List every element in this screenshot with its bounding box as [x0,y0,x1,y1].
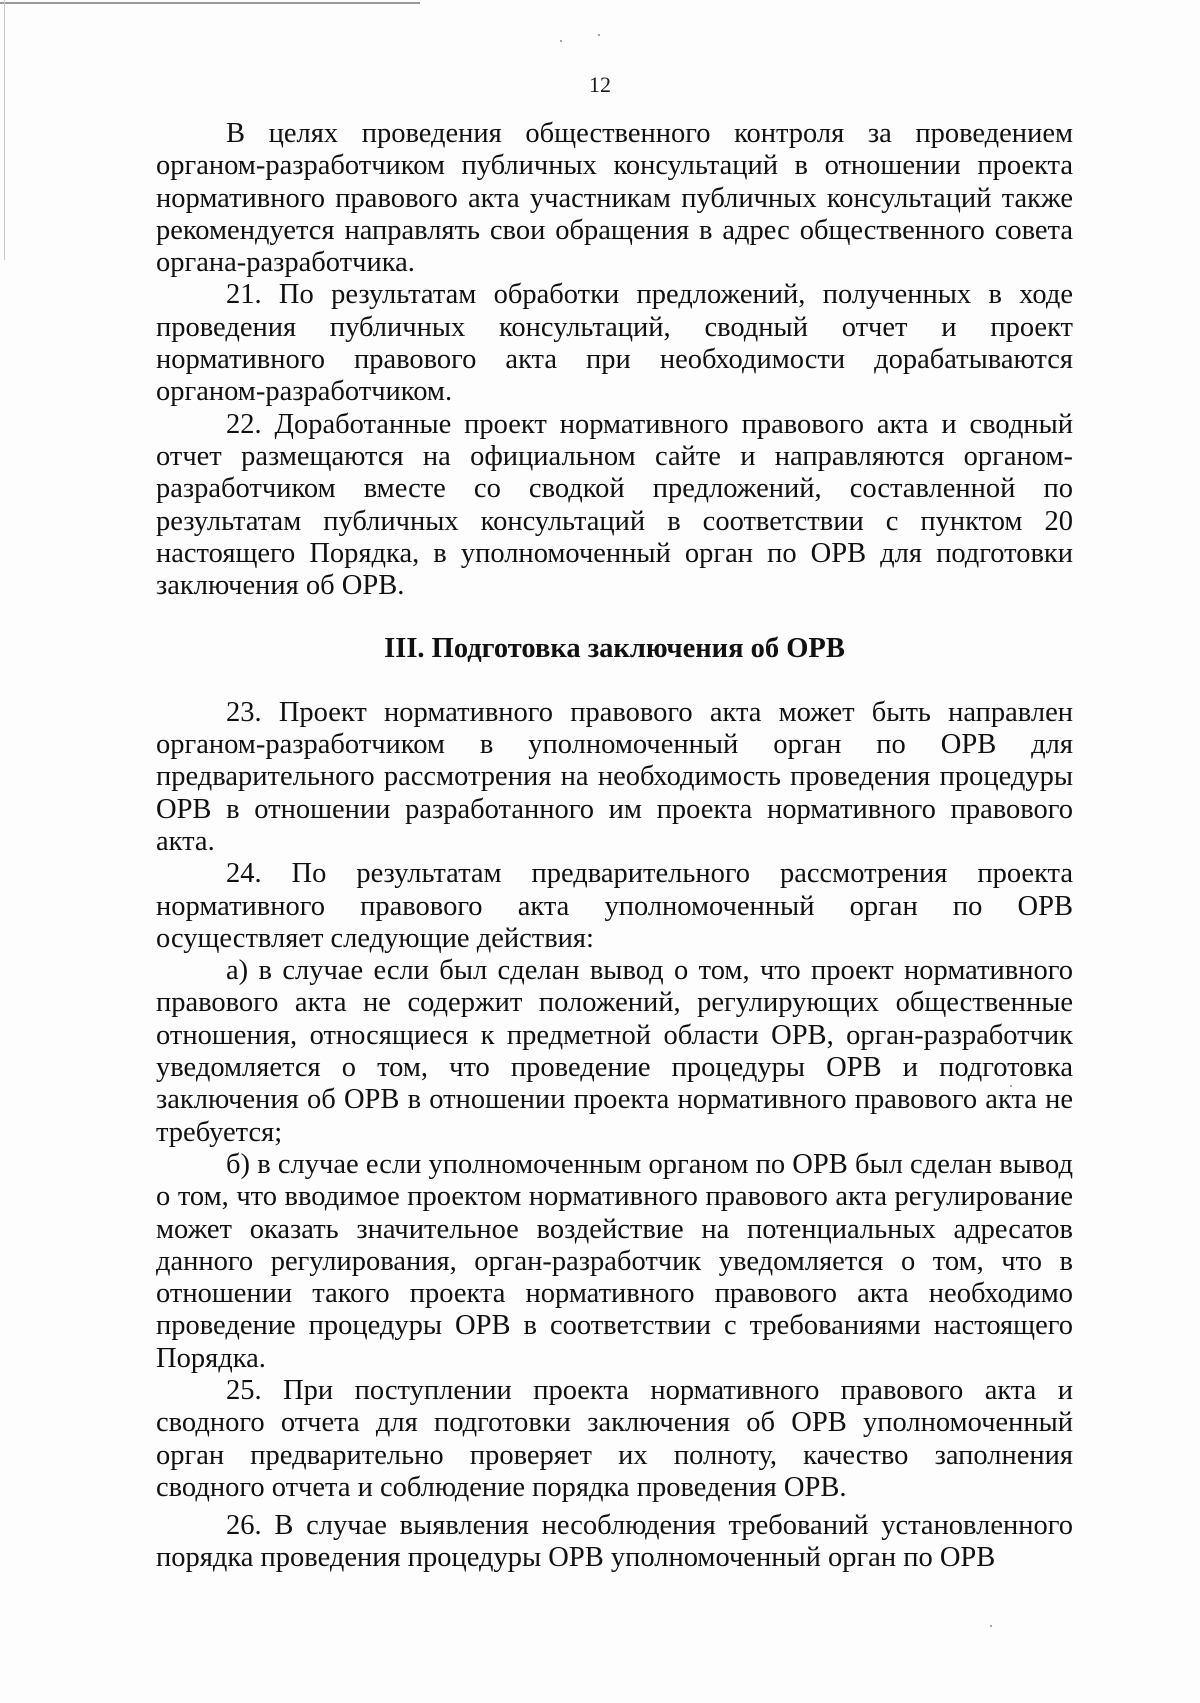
paragraph-22: 22. Доработанные проект нормативного правового акта и сводный отчет размещаются на официальном сайте и направляются органом-разработчиком вместе со сводкой предложений, составленной по результатам публичных консультаций в соответствии с пунктом 20 настоящего Порядка, в уполномоченный орган по ОРВ для подготовки заключения об ОРВ. [156,408,1073,602]
scan-speck [560,40,562,42]
document-body [156,118,1073,1575]
scan-edge-line [0,2,420,4]
scan-speck [598,34,600,36]
paragraph-24: 24. По результатам предварительного рассмотрения проекта нормативного правового акта уполномоченный орган по ОРВ осуществляет следующие действия: [156,858,1073,954]
paragraph-25: 25. При поступлении проекта нормативного правового акта и сводного отчета для подготовки заключения об ОРВ уполномоченный орган предварительно проверяет их полноту, качество заполнения сводного отчета и соблюдение порядка проведения ОРВ. [156,1374,1073,1503]
paragraph-23: 23. Проект нормативного правового акта может быть направлен органом-разработчиком в уполномоченный орган по ОРВ для предварительного рассмотрения на необходимость проведения процедуры ОРВ в отношении разработанного им проекта нормативного правового акта. [156,696,1073,857]
paragraph-21: 21. По результатам обработки предложений, полученных в ходе проведения публичных консультаций, сводный отчет и проект нормативного правового акта при необходимости дорабатываются органом-разработчиком. [156,279,1073,408]
paragraph-24-a: а) в случае если был сделан вывод о том, что проект нормативного правового акта не содержит положений, регулирующих общественные отношения, относящиеся к предметной области ОРВ, орган-разработчик уведомляется о том, что проведение процедуры ОРВ и подготовка заключения об ОРВ в отношении проекта нормативного правового акта не требуется; [156,955,1073,1148]
section-heading-iii: III. Подготовка заключения об ОРВ [384,633,845,665]
scan-speck [990,1625,992,1627]
paragraph-24-b: б) в случае если уполномоченным органом по ОРВ был сделан вывод о том, что вводимое проектом нормативного правового акта регулирование может оказать значительное воздействие на потенциальных адресатов данного регулирования, орган-разработчик уведомляется о том, что в отношении такого проекта нормативного правового акта необходимо проведение процедуры ОРВ в соответствии с требованиями настоящего Порядка. [156,1148,1073,1374]
scan-edge-mark [4,0,5,260]
paragraph-26: 26. В случае выявления несоблюдения требований установленного порядка проведения процедуры ОРВ уполномоченный орган по ОРВ [156,1510,1073,1574]
paragraph-public-control: В целях проведения общественного контроля за проведением органом-разработчиком публичных консультаций в отношении проекта нормативного правового акта участникам публичных консультаций также рекомендуется направлять свои обращения в адрес общественного совета органа-разработчика. [156,118,1073,279]
page-number: 12 [589,72,611,97]
